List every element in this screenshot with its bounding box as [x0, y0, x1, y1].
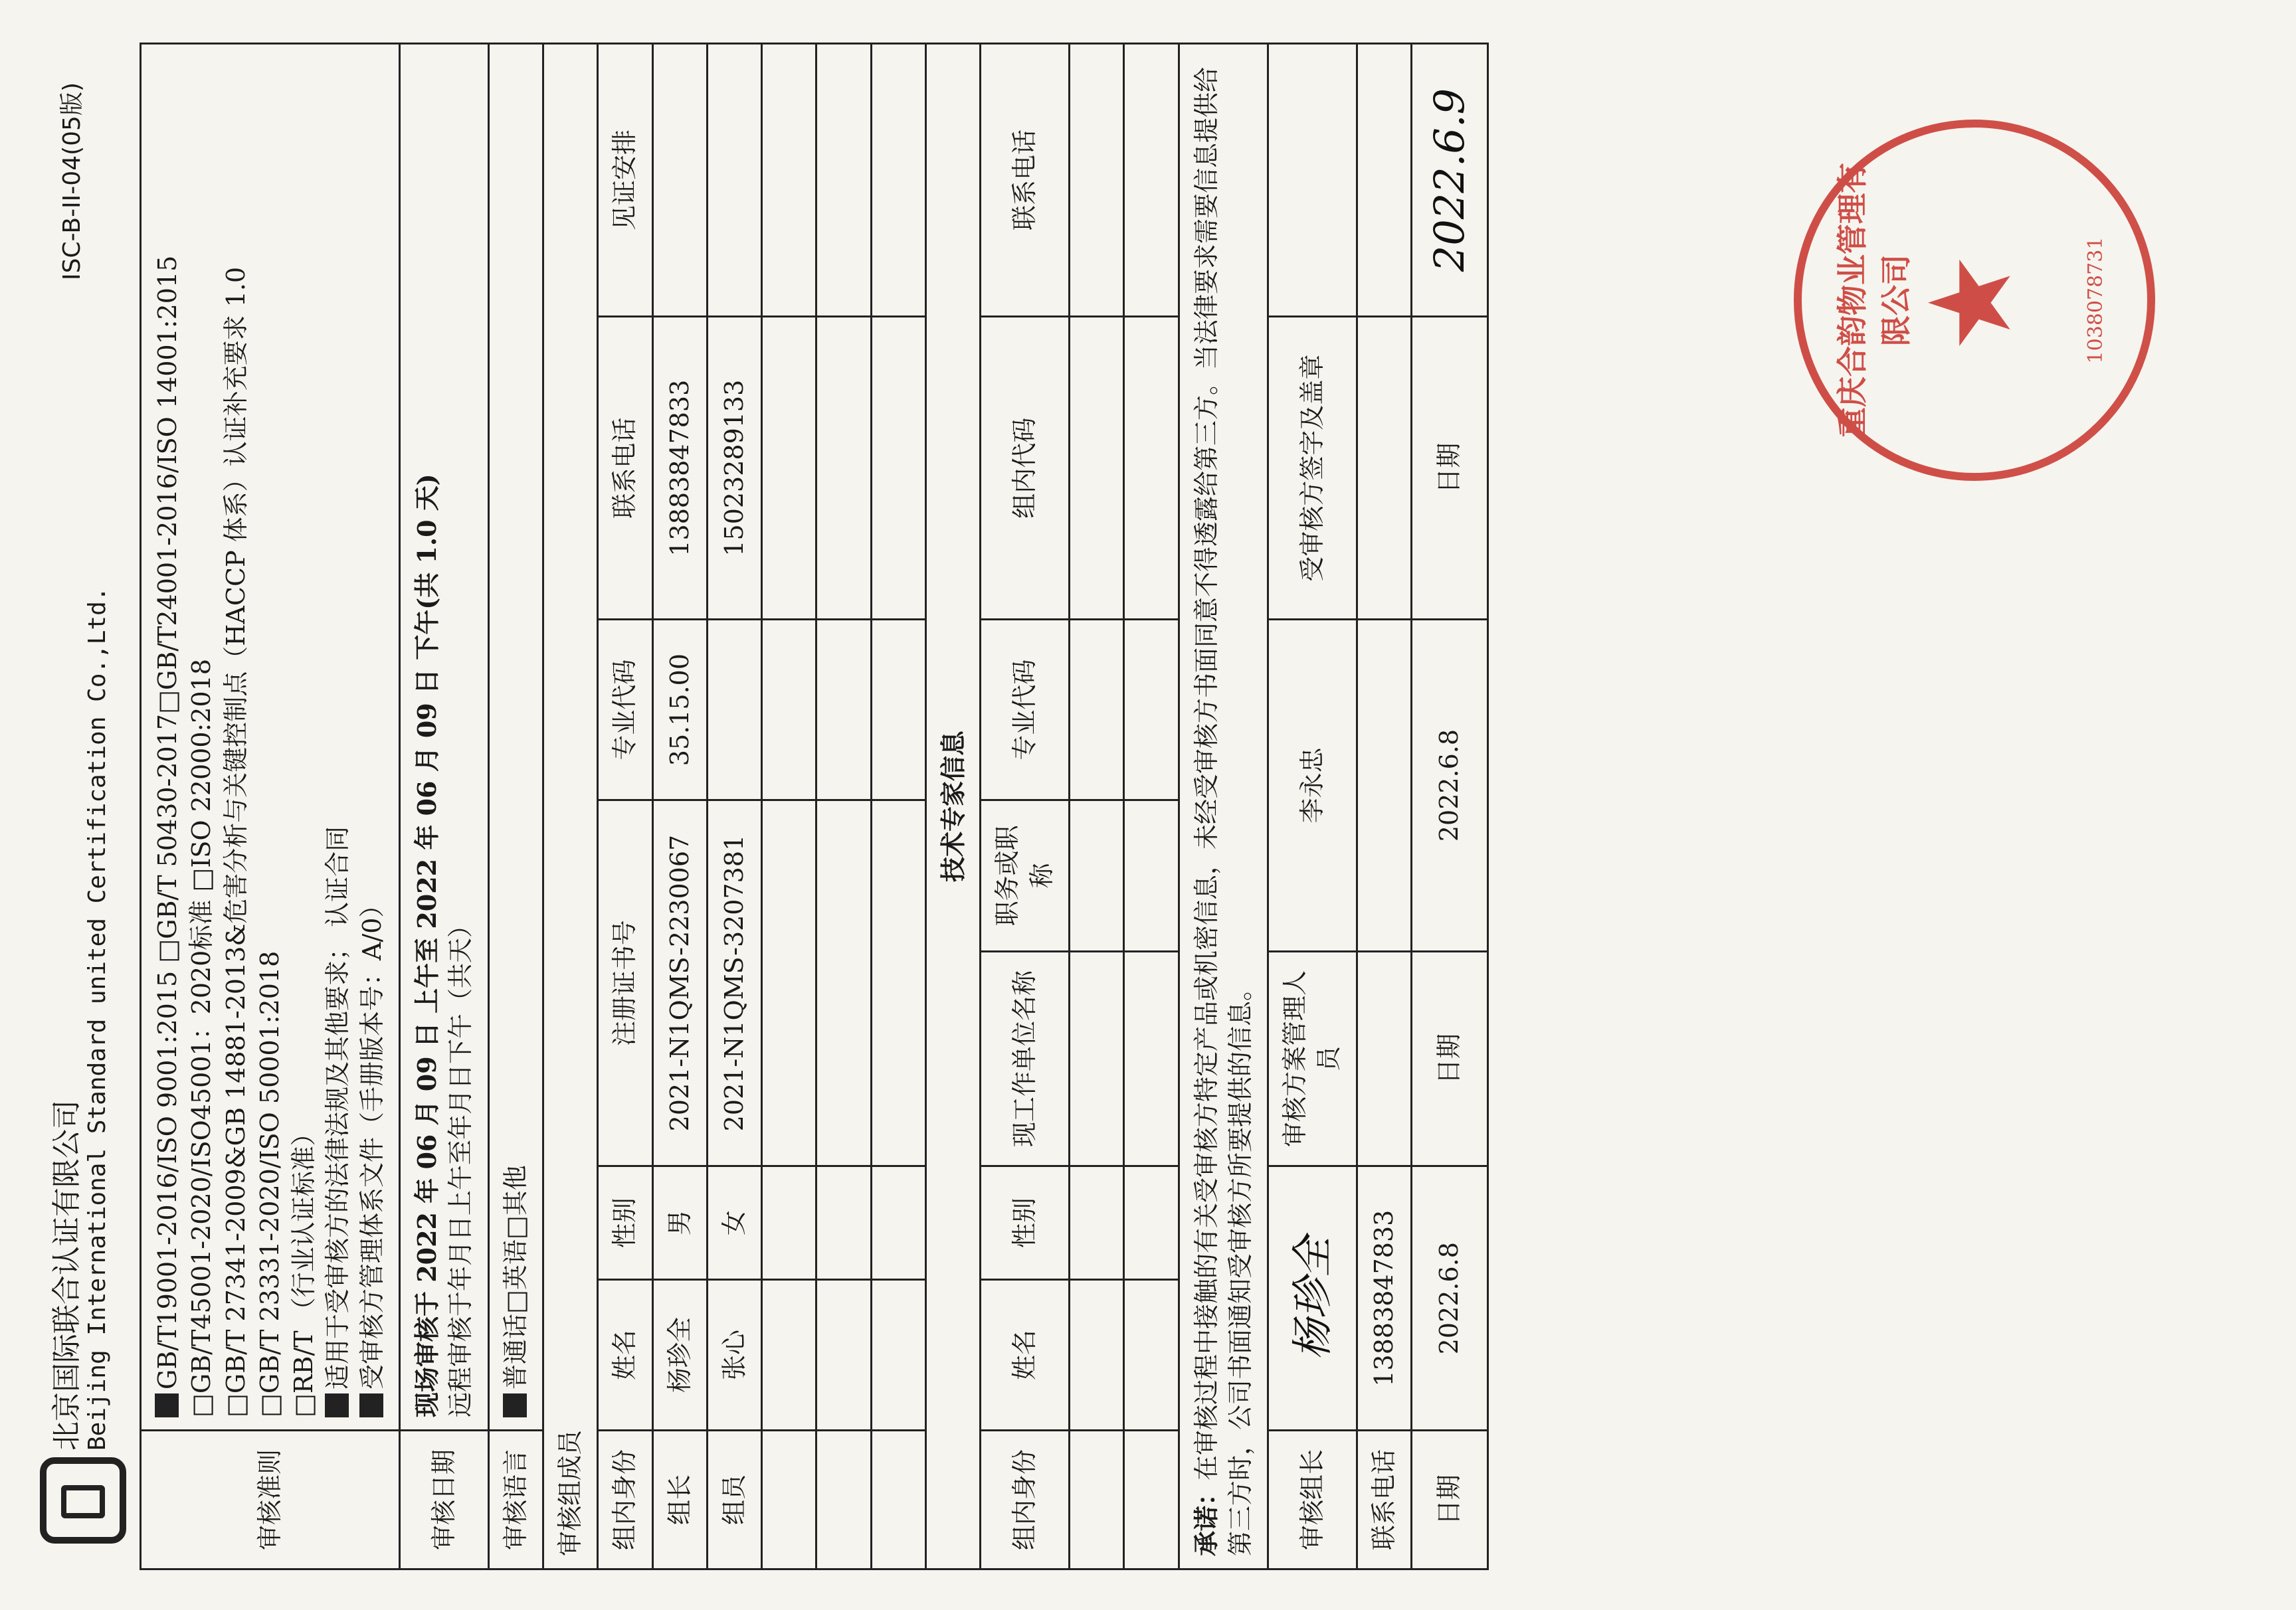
seal-text: 重庆合韵物业管理有限公司 [1834, 163, 1914, 438]
promise-text: 在审核过程中接触的有关受审核方特定产品或机密信息，未经受审核方书面同意不得透露给第三方。当法律要求需要信息提供给第三方时，公司书面通知受审核方所要提供的信息。 [1191, 66, 1255, 1556]
expert-header: 性别 [981, 1166, 1070, 1280]
scheme-label: 审核方案管理人员 [1268, 951, 1357, 1166]
criteria-line7: 受审核方管理体系文件（手册版本号：A/0） [357, 892, 387, 1389]
company-seal [1794, 120, 2155, 481]
leader-label: 审核组长 [1268, 1431, 1357, 1569]
document-number: ISC-B-II-04(05版) [58, 82, 86, 280]
promise-cell [1179, 44, 1268, 1569]
criteria-line4: □GB/T 23331-2020/ISO 50001:2018 [254, 950, 284, 1417]
document-header [27, 43, 133, 1570]
table-row [1124, 44, 1179, 1569]
expert-header-row [981, 44, 1070, 1569]
seal-star-icon: ★ [1905, 252, 2037, 353]
auditee-signature [1268, 44, 1357, 317]
team-cell: 组员 [707, 1431, 761, 1569]
expert-header: 职务或职称 [981, 800, 1070, 951]
date-label-leader: 日期 [1412, 1431, 1488, 1569]
promise-label: 承诺： [1191, 1480, 1221, 1556]
team-cell: 组长 [652, 1431, 707, 1569]
table-row [707, 44, 761, 1569]
team-cell: 15023289133 [707, 317, 761, 620]
date-label-auditee: 日期 [1412, 317, 1488, 620]
checkbox-checked [503, 1393, 527, 1417]
date-leader: 2022.6.8 [1412, 1166, 1488, 1431]
team-cell: 13883847833 [652, 317, 707, 620]
org-name-en: Beijing International Standard united Certification Co.,Ltd. [84, 586, 111, 1451]
expert-header: 组内代码 [981, 317, 1070, 620]
checkbox-checked [325, 1393, 349, 1417]
expert-header: 组内身份 [981, 1431, 1070, 1569]
scheme-name: 李永忠 [1268, 620, 1357, 951]
expert-title: 技术专家信息 [926, 44, 981, 1569]
expert-header: 联系电话 [981, 44, 1070, 317]
language-value: 普通话□英语□其他 [500, 1165, 530, 1389]
auditee-label: 受审核方签字及盖章 [1268, 317, 1357, 620]
criteria-line1: GB/T19001-2016/ISO 9001:2015 □GB/T 50430-2017□GB/T24001-2016/ISO 14001:2015 [153, 255, 182, 1389]
team-header: 注册证书号 [598, 800, 652, 1166]
audit-plan-table [140, 43, 1489, 1570]
phone-value: 13883847833 [1357, 1166, 1411, 1431]
checkbox-checked [155, 1393, 179, 1417]
seal-number: 1038078731 [2084, 236, 2107, 364]
onsite-date: 现场审核于 2022 年 06 月 09 日 上午至 2022 年 06 月 09 日 下午(共 1.0 天) [412, 474, 442, 1417]
criteria-label: 审核准则 [141, 1431, 400, 1569]
team-cell: 35.15.00 [652, 620, 707, 800]
team-cell: 男 [652, 1166, 707, 1280]
expert-header: 专业代码 [981, 620, 1070, 800]
criteria-line5: □RB/T （行业认证标准） [289, 1120, 319, 1417]
team-header: 见证安排 [598, 44, 652, 317]
table-row [816, 44, 871, 1569]
team-cell: 女 [707, 1166, 761, 1280]
phone-label: 联系电话 [1357, 1431, 1411, 1569]
team-header-row [598, 44, 652, 1569]
team-cell [652, 44, 707, 317]
date-label: 审核日期 [400, 1431, 489, 1569]
date-label-scheme: 日期 [1412, 951, 1488, 1166]
team-header: 性别 [598, 1166, 652, 1280]
team-cell: 杨珍全 [652, 1279, 707, 1430]
team-cell [707, 44, 761, 317]
table-row [762, 44, 816, 1569]
table-row [1069, 44, 1123, 1569]
team-title: 审核组成员 [543, 44, 597, 1569]
org-name-cn: 北京国际联合认证有限公司 [50, 1100, 84, 1451]
team-cell [707, 620, 761, 800]
team-header: 组内身份 [598, 1431, 652, 1569]
team-header: 姓名 [598, 1279, 652, 1430]
team-cell: 张心 [707, 1279, 761, 1430]
expert-header: 姓名 [981, 1279, 1070, 1430]
expert-header: 现工作单位名称 [981, 951, 1070, 1166]
table-row [871, 44, 925, 1569]
date-auditee: 2022.6.9 [1412, 44, 1488, 317]
criteria-line3: □GB/T 27341-2009&GB 14881-2013&危害分析与关键控制点（HACCP 体系）认证补充要求 1.0 [221, 266, 250, 1417]
language-label: 审核语言 [488, 1431, 543, 1569]
criteria-line2: □GB/T45001-2020/ISO45001：2020标准 □ISO 22000:2018 [187, 658, 217, 1417]
team-header: 专业代码 [598, 620, 652, 800]
date-content [400, 44, 489, 1431]
remote-date: 远程审核于年月日上午至年月日下午（共天） [446, 912, 476, 1417]
company-logo [40, 1457, 126, 1544]
team-header: 联系电话 [598, 317, 652, 620]
table-row [652, 44, 707, 1569]
criteria-content [141, 44, 400, 1431]
team-cell: 2021-N1QMS-3207381 [707, 800, 761, 1166]
criteria-line6: 适用于受审核方的法律法规及其他要求； 认证合同 [323, 826, 353, 1389]
checkbox-checked [359, 1393, 383, 1417]
team-cell: 2021-N1QMS-2230067 [652, 800, 707, 1166]
date-scheme: 2022.6.8 [1412, 620, 1488, 951]
leader-signature: 杨珍全 [1268, 1166, 1357, 1431]
